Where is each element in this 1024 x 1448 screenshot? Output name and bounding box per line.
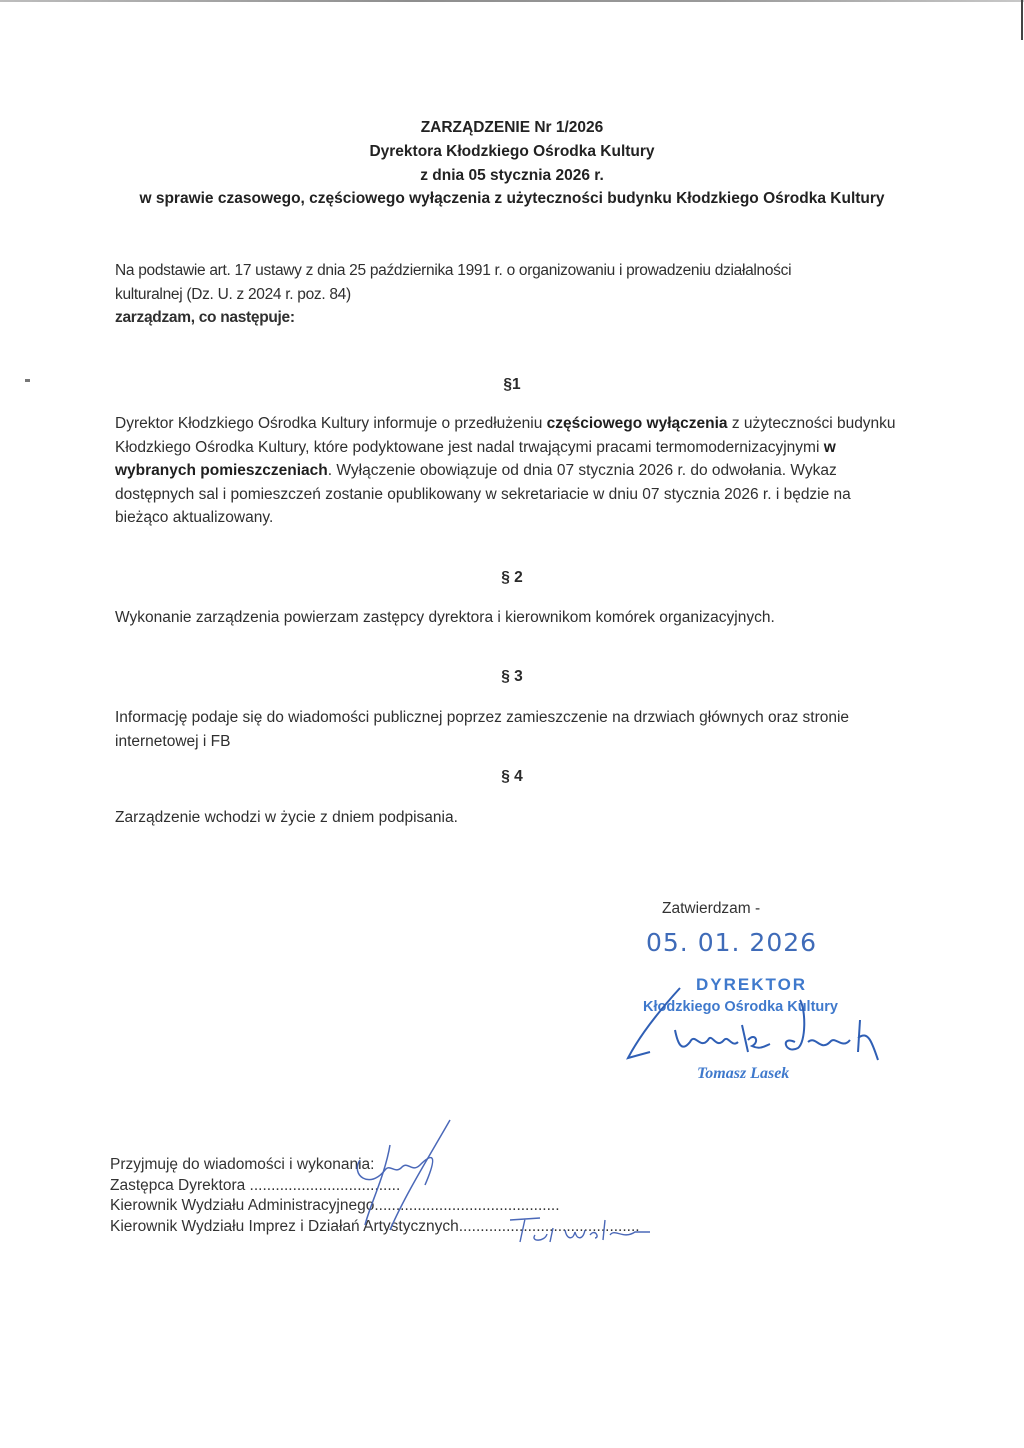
section-4-text: Zarządzenie wchodzi w życie z dniem podpisania. bbox=[115, 809, 458, 826]
signature-line-admin-head: Kierownik Wydziału Administracyjnego........................................... bbox=[110, 1197, 560, 1214]
stamp-name: Tomasz Lasek bbox=[697, 1065, 790, 1082]
scan-border-top bbox=[0, 0, 1024, 2]
approval-label: Zatwierdzam - bbox=[662, 900, 761, 917]
document-issuer: Dyrektora Kłodzkiego Ośrodka Kultury bbox=[369, 143, 655, 160]
section-1-text-part: Dyrektor Kłodzkiego Ośrodka Kultury informuje o przedłużeniu bbox=[115, 415, 547, 432]
section-2-text: Wykonanie zarządzenia powierzam zastępcy dyrektora i kierownikom komórek organizacyjnych. bbox=[115, 609, 775, 626]
section-2-mark: § 2 bbox=[501, 569, 523, 586]
preamble-line-1: Na podstawie art. 17 ustawy z dnia 25 października 1991 r. o organizowaniu i prowadzeniu działalności bbox=[115, 262, 792, 279]
signature-line-deputy-director: Zastępca Dyrektora ................................... bbox=[110, 1176, 401, 1194]
stamp-organization: Kłodzkiego Ośrodka Kultury bbox=[643, 999, 838, 1015]
acknowledgement-heading: Przyjmuję do wiadomości i wykonania: bbox=[110, 1156, 375, 1173]
acknowledgement-block bbox=[110, 1155, 640, 1237]
section-4-mark: § 4 bbox=[501, 768, 523, 785]
document-date: z dnia 05 stycznia 2026 r. bbox=[420, 167, 604, 184]
section-1-bold-part: częściowego wyłączenia bbox=[546, 415, 728, 432]
section-1-bold-part: w wybranych pomieszczeniach bbox=[115, 438, 836, 479]
document-subject: w sprawie czasowego, częściowego wyłączenia z użyteczności budynku Kłodzkiego Ośrodka Kultury bbox=[139, 190, 885, 207]
stamp-title: DYREKTOR bbox=[696, 975, 808, 994]
section-3-text: Informację podaje się do wiadomości publicznej poprzez zamieszczenie na drzwiach głównych oraz stronie internetowej i FB bbox=[115, 709, 850, 750]
section-1-mark: §1 bbox=[503, 376, 521, 393]
handwritten-date: 05. 01. 2026 bbox=[646, 928, 818, 957]
section-1-text-part: . Wyłączenie obowiązuje od dnia 07 stycznia 2026 r. do odwołania. Wykaz dostępnych sal i pomieszczeń zostanie opublikowany w sekretariacie w dniu 07 stycznia 2026 r. i będzie na bieżąco aktualizowany. bbox=[115, 462, 851, 526]
document-title: ZARZĄDZENIE Nr 1/2026 bbox=[420, 119, 604, 136]
preamble bbox=[115, 259, 915, 330]
section-1-text bbox=[115, 412, 905, 530]
decree-formula: zarządzam, co następuje: bbox=[115, 309, 295, 326]
signature-line-events-head: Kierownik Wydziału Imprez i Działań Artystycznych.......................................... bbox=[110, 1217, 640, 1235]
scan-border-right bbox=[1021, 0, 1023, 40]
section-3-mark: § 3 bbox=[501, 668, 523, 685]
section-1-text-part: z użyteczności budynku Kłodzkiego Ośrodka Kultury, które podyktowane jest nadal trwającymi pracami termomodernizacyjnymi bbox=[115, 415, 896, 456]
preamble-line-2: kulturalnej (Dz. U. z 2024 r. poz. 84) bbox=[115, 285, 351, 303]
